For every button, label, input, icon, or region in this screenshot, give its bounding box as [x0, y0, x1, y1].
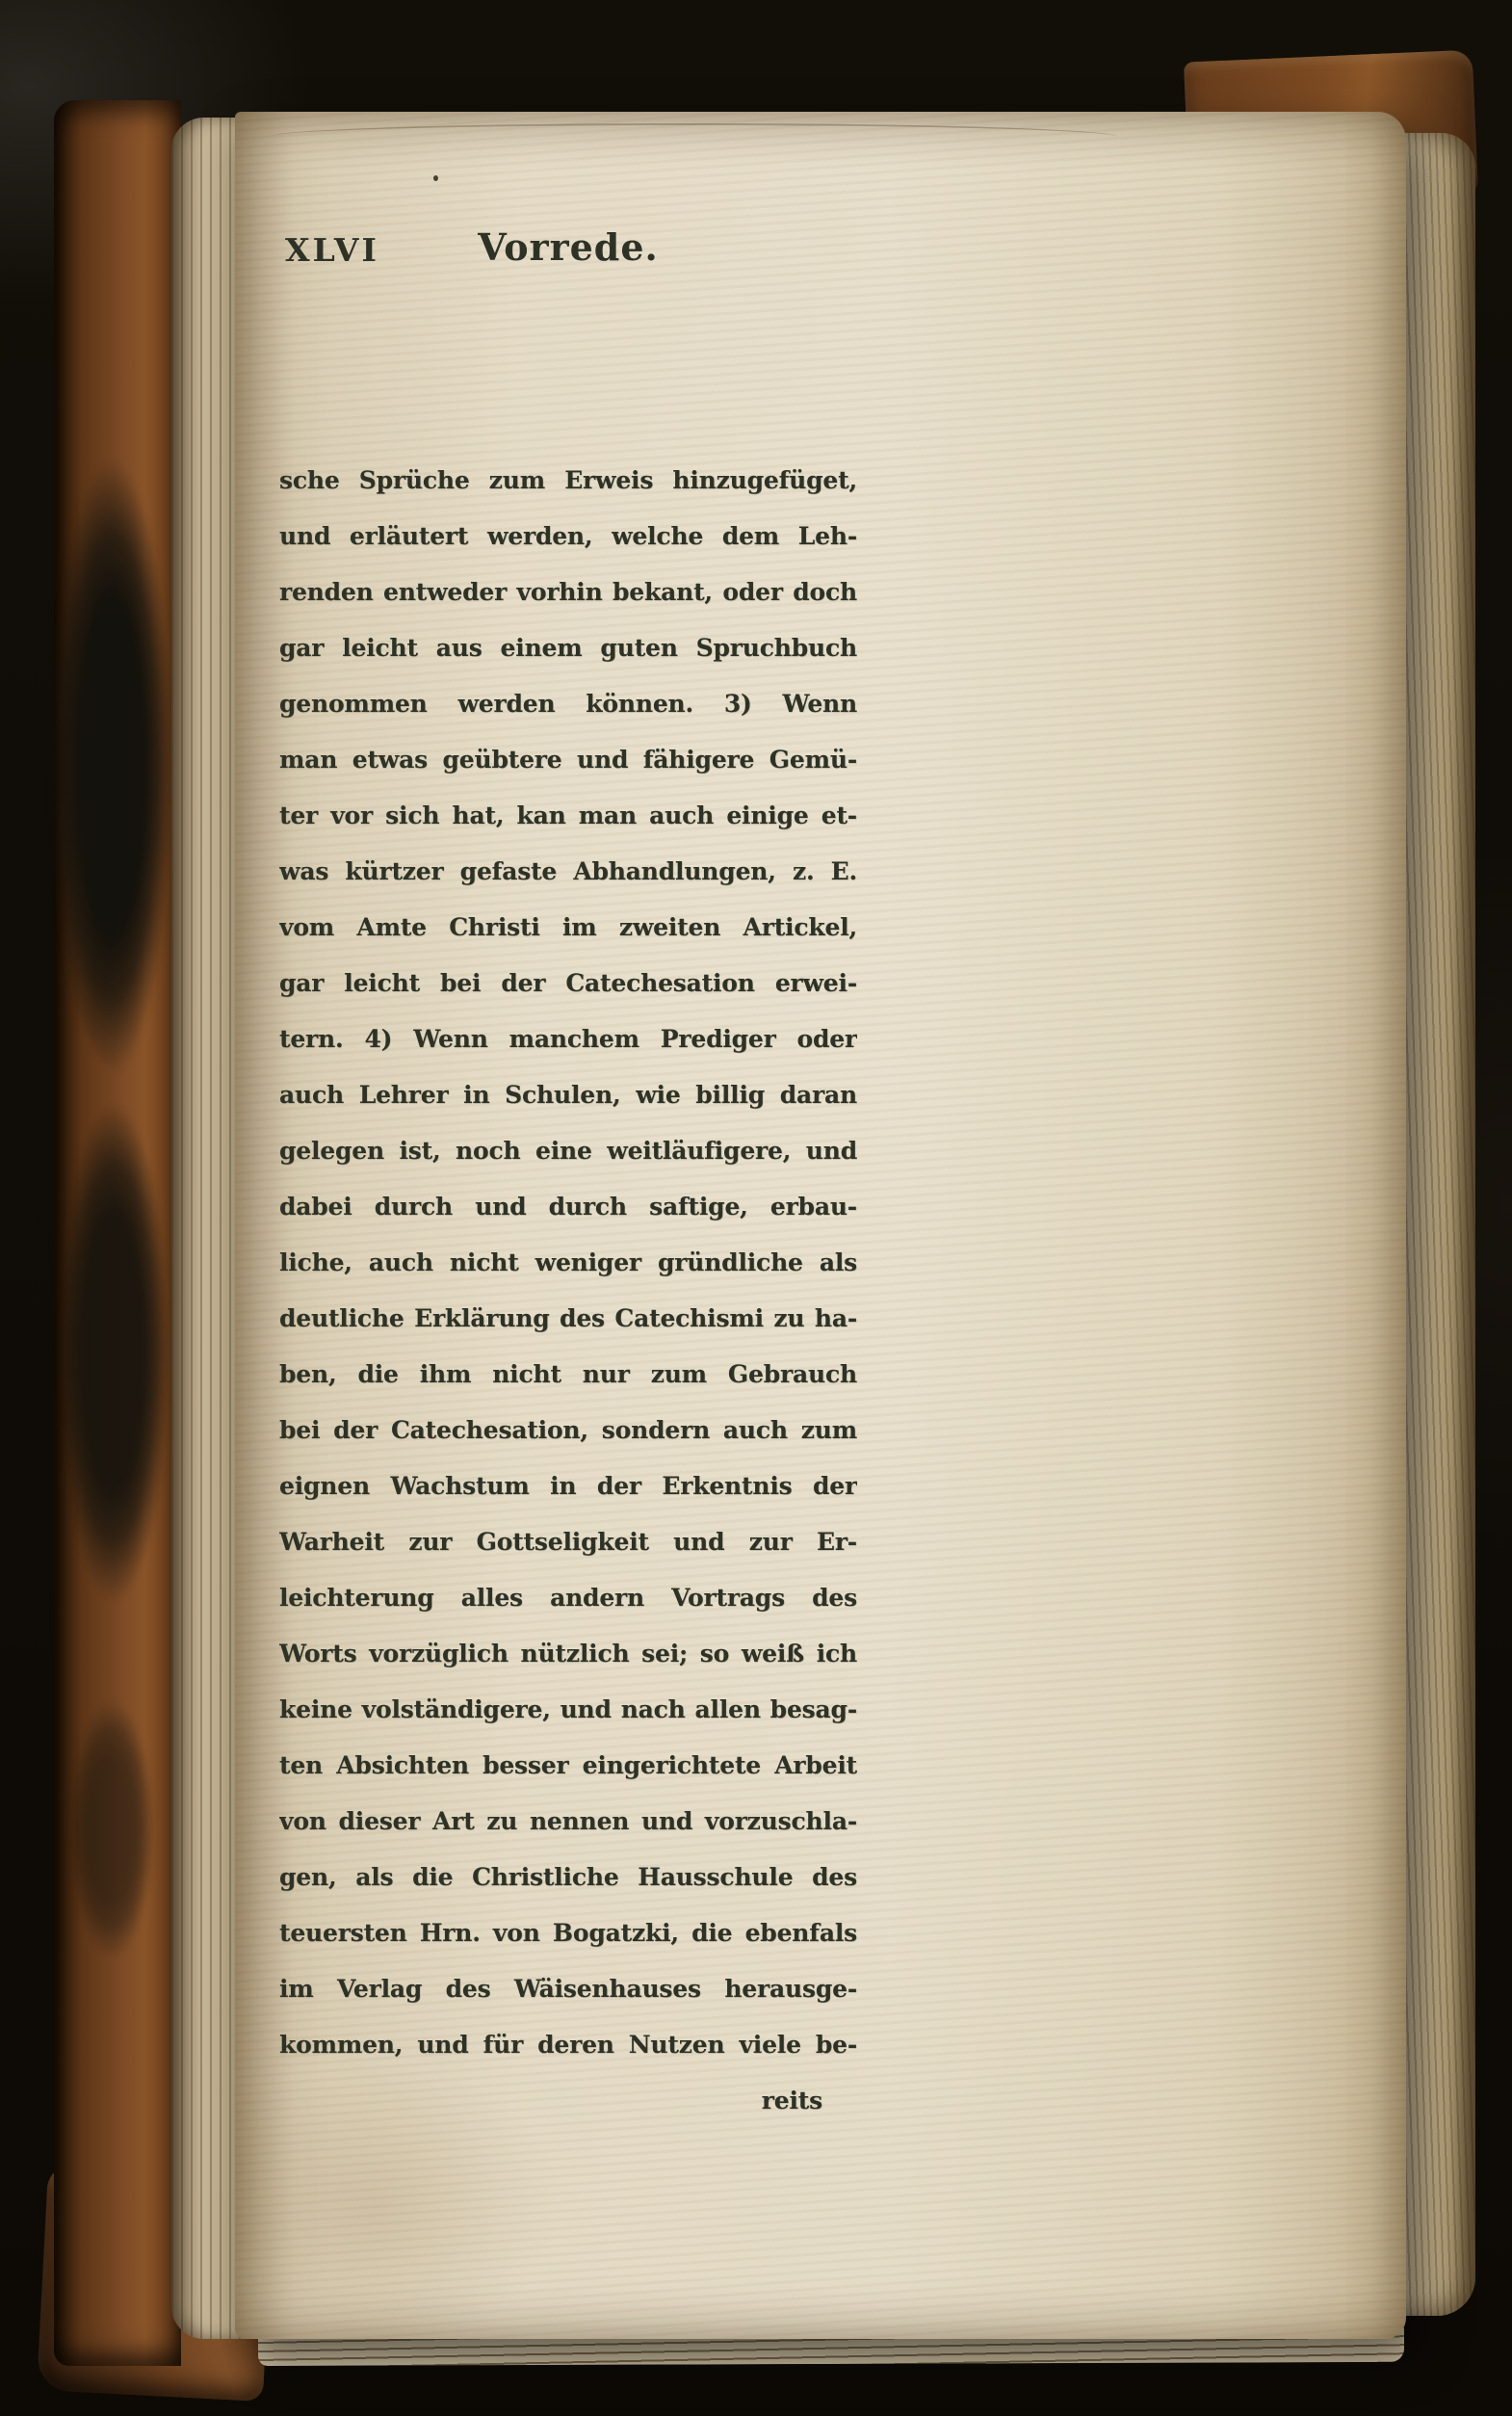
text-line: auch Lehrer in Schulen, wie billig daran [279, 1081, 857, 1109]
leather-spine [54, 100, 181, 2366]
text-line: und erläutert werden, welche dem Leh- [279, 522, 857, 550]
text-line: genommen werden können. 3) Wenn [279, 690, 857, 718]
text-line: eignen Wachstum in der Erkentnis der [279, 1472, 857, 1500]
page-stack-fore-edge [1396, 133, 1475, 2316]
text-line: sche Sprüche zum Erweis hinzugefüget, [279, 466, 857, 494]
text-line: teuersten Hrn. von Bogatzki, die ebenfals [279, 1919, 857, 1947]
text-line: kommen, und für deren Nutzen viele be- [279, 2031, 857, 2059]
text-line: tern. 4) Wenn manchem Prediger oder [279, 1025, 857, 1053]
text-line: gen, als die Christliche Hausschule des [279, 1863, 857, 1891]
text-line: Warheit zur Gottseligkeit und zur Er- [279, 1528, 857, 1556]
page-number: XLVI [285, 231, 379, 269]
leather-blotch [58, 1102, 169, 1603]
text-line: ten Absichten besser eingerichtete Arbeit [279, 1751, 857, 1779]
text-line: gelegen ist, noch eine weitläufigere, und [279, 1137, 857, 1165]
text-line: gar leicht bei der Catechesation erwei- [279, 969, 857, 997]
text-block [279, 222, 857, 2114]
text-line: dabei durch und durch saftige, erbau- [279, 1193, 857, 1221]
text-line: deutliche Erklärung des Catechismi zu ha- [279, 1304, 857, 1332]
text-line: von dieser Art zu nennen und vorzuschla- [279, 1807, 857, 1835]
leather-blotch [69, 1699, 154, 1959]
text-line: keine volständigere, und nach allen besag- [279, 1695, 857, 1723]
text-line: bei der Catechesation, sondern auch zum [279, 1416, 857, 1444]
leather-blotch [50, 459, 173, 1075]
text-line: ter vor sich hat, kan man auch einige et- [279, 801, 857, 829]
text-line: was kürtzer gefaste Abhandlungen, z. E. [279, 857, 857, 885]
text-line: ben, die ihm nicht nur zum Gebrauch [279, 1360, 857, 1388]
text-line: renden entweder vorhin bekant, oder doch [279, 578, 857, 606]
text-line: im Verlag des Wäisenhauses herausge- [279, 1975, 857, 2003]
text-line: liche, auch nicht weniger gründliche als [279, 1248, 857, 1276]
catchword: reits [761, 2087, 822, 2114]
page-header [279, 222, 857, 279]
page-title: Vorrede. [478, 225, 659, 269]
text-line: Worts vorzüglich nützlich sei; so weiß ich [279, 1640, 857, 1668]
body-text [279, 453, 857, 2129]
text-line: gar leicht aus einem guten Spruchbuch [279, 634, 857, 662]
page-top-edge-line [270, 123, 1117, 150]
text-line: leichterung alles andern Vortrags des [279, 1584, 857, 1612]
text-line: man etwas geübtere und fähigere Gemü- [279, 746, 857, 774]
ink-speck [433, 175, 438, 181]
text-line: vom Amte Christi im zweiten Artickel, [279, 913, 857, 941]
page-stack-left-edge [171, 118, 243, 2339]
